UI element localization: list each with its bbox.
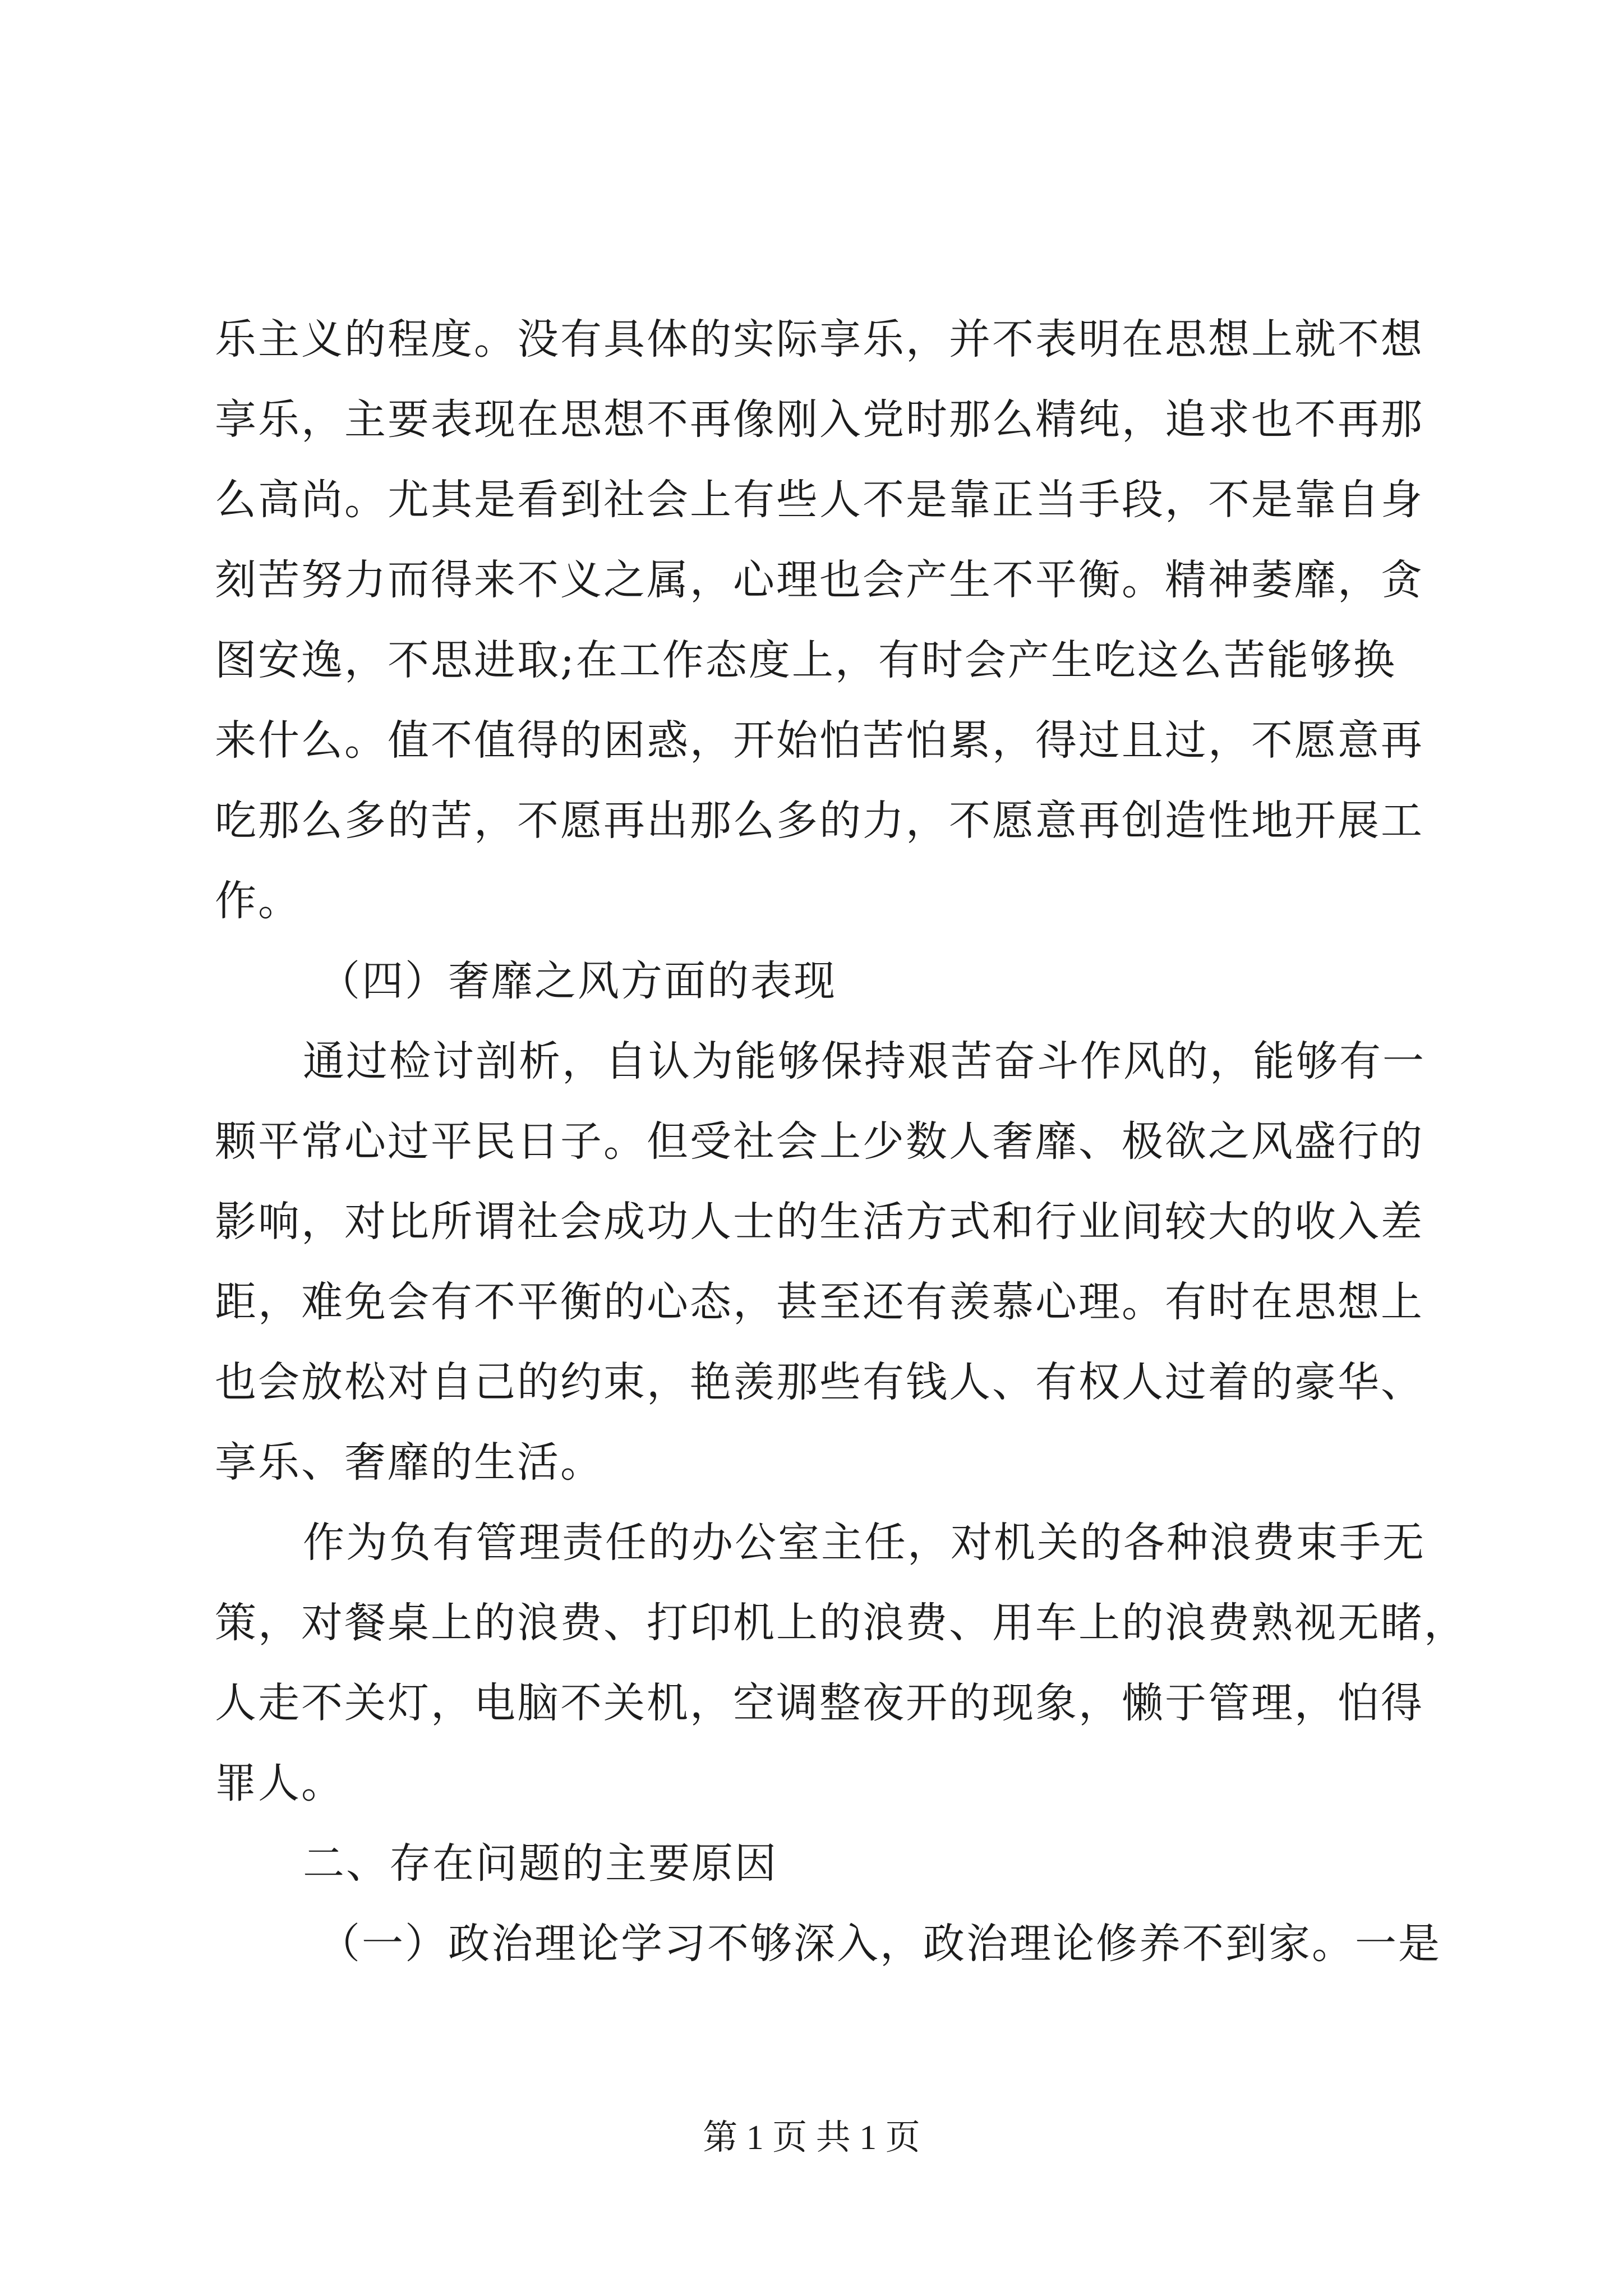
paragraph-line: 作为负有管理责任的办公室主任，对机关的各种浪费束手无 — [303, 1519, 1426, 1567]
paragraph-line: 吃那么多的苦，不愿再出那么多的力，不愿意再创造性地开展工 — [215, 797, 1424, 845]
paragraph-line: 颗平常心过平民日子。但受社会上少数人奢靡、极欲之风盛行的 — [215, 1117, 1424, 1166]
paragraph-line: 图安逸，不思进取;在工作态度上，有时会产生吃这么苦能够换 — [215, 636, 1396, 684]
paragraph-line: 么高尚。尤其是看到社会上有些人不是靠正当手段，不是靠自身 — [215, 476, 1424, 524]
paragraph-line: 刻苦努力而得来不义之属，心理也会产生不平衡。精神萎靡，贪 — [215, 556, 1424, 604]
paragraph-line: （一）政治理论学习不够深入，政治理论修养不到家。一是 — [319, 1920, 1441, 1968]
paragraph-line: 也会放松对自己的约束，艳羡那些有钱人、有权人过着的豪华、 — [215, 1358, 1424, 1406]
paragraph-line: 通过检讨剖析，自认为能够保持艰苦奋斗作风的，能够有一 — [303, 1037, 1426, 1085]
paragraph-line: 来什么。值不值得的困惑，开始怕苦怕累，得过且过，不愿意再 — [215, 716, 1424, 765]
paragraph-line: 作。 — [215, 877, 301, 925]
section-heading: （四）奢靡之风方面的表现 — [319, 957, 837, 1005]
paragraph-line: 策，对餐桌上的浪费、打印机上的浪费、用车上的浪费熟视无睹， — [215, 1599, 1467, 1647]
paragraph-line: 享乐，主要表现在思想不再像刚入党时那么精纯，追求也不再那 — [215, 395, 1424, 444]
section-heading: 二、存在问题的主要原因 — [303, 1839, 778, 1888]
paragraph-line: 距，难免会有不平衡的心态，甚至还有羡慕心理。有时在思想上 — [215, 1278, 1424, 1326]
paragraph-line: 人走不关灯，电脑不关机，空调整夜开的现象，懒于管理，怕得 — [215, 1679, 1424, 1727]
paragraph-line: 罪人。 — [215, 1759, 344, 1807]
paragraph-line: 影响，对比所谓社会成功人士的生活方式和行业间较大的收入差 — [215, 1198, 1424, 1246]
page-footer: 第 1 页 共 1 页 — [703, 2119, 920, 2157]
paragraph-line: 乐主义的程度。没有具体的实际享乐，并不表明在思想上就不想 — [215, 315, 1424, 364]
paragraph-line: 享乐、奢靡的生活。 — [215, 1438, 603, 1487]
